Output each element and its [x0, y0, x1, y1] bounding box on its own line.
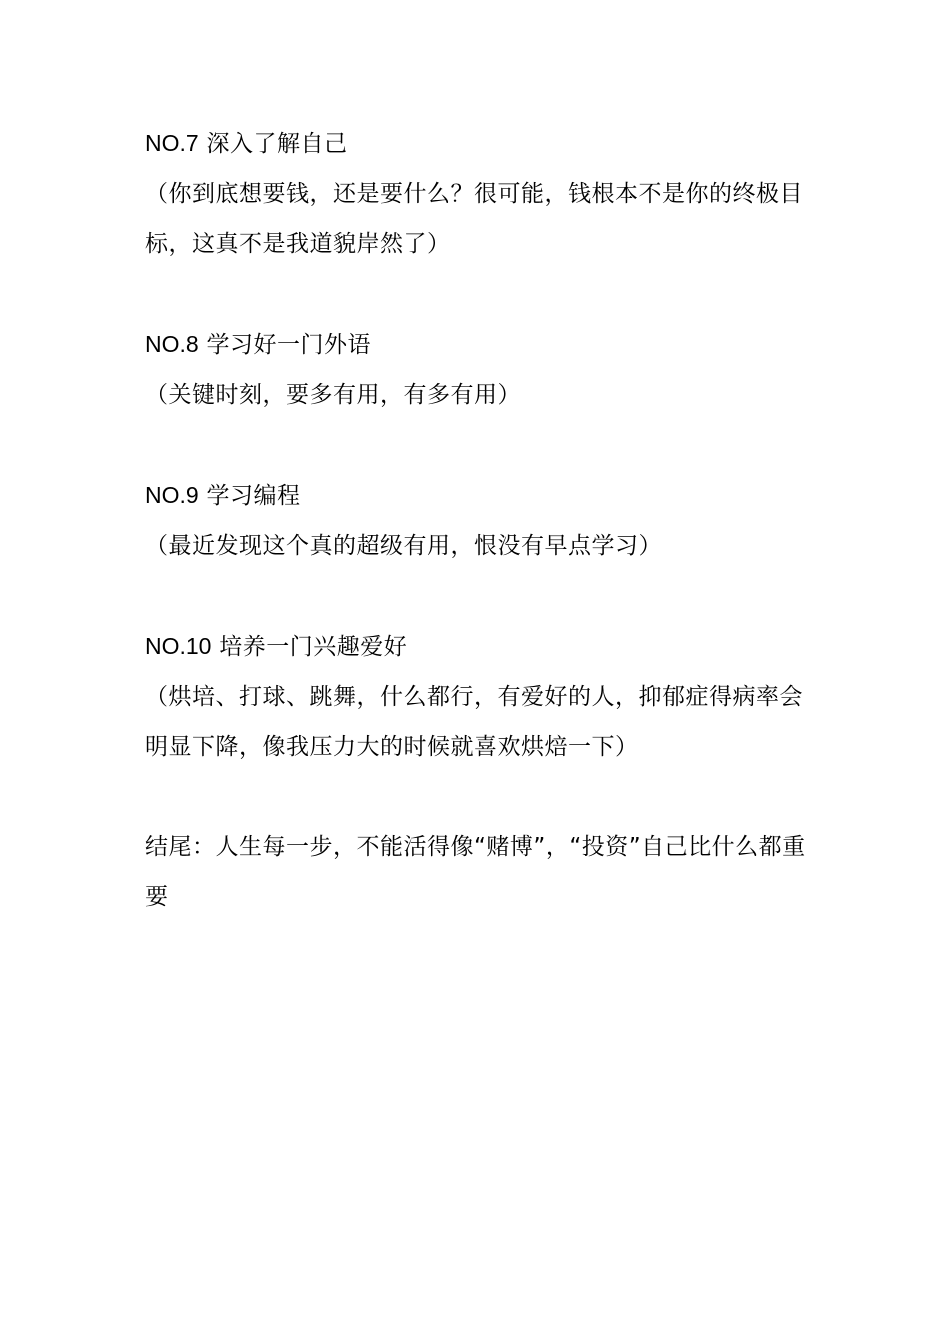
item-heading [145, 470, 810, 521]
list-item [145, 621, 810, 772]
item-note: （烘培、打球、跳舞，什么都行，有爱好的人，抑郁症得病率会明显下降，像我压力大的时候就喜欢烘焙一下） [145, 684, 803, 760]
item-title: 学习好一门外语 [206, 332, 371, 358]
item-title: 学习编程 [206, 483, 301, 509]
item-number: NO.8 [145, 331, 199, 357]
item-note: （最近发现这个真的超级有用，恨没有早点学习） [145, 533, 662, 559]
conclusion-text: 结尾：人生每一步，不能活得像“赌博”，“投资”自己比什么都重要 [145, 834, 806, 910]
item-title: 深入了解自己 [206, 131, 348, 157]
list-item [145, 118, 810, 269]
item-number: NO.7 [145, 130, 199, 156]
item-number: NO.9 [145, 482, 199, 508]
item-note: （关键时刻，要多有用，有多有用） [145, 382, 521, 408]
document-body [145, 118, 810, 972]
item-number: NO.10 [145, 633, 212, 659]
item-title: 培养一门兴趣爱好 [219, 634, 408, 660]
list-item [145, 319, 810, 420]
conclusion-section [145, 822, 810, 922]
item-heading [145, 319, 810, 370]
item-heading [145, 118, 810, 169]
list-item [145, 470, 810, 571]
item-heading [145, 621, 810, 672]
item-note: （你到底想要钱，还是要什么？很可能，钱根本不是你的终极目标，这真不是我道貌岸然了） [145, 181, 803, 257]
